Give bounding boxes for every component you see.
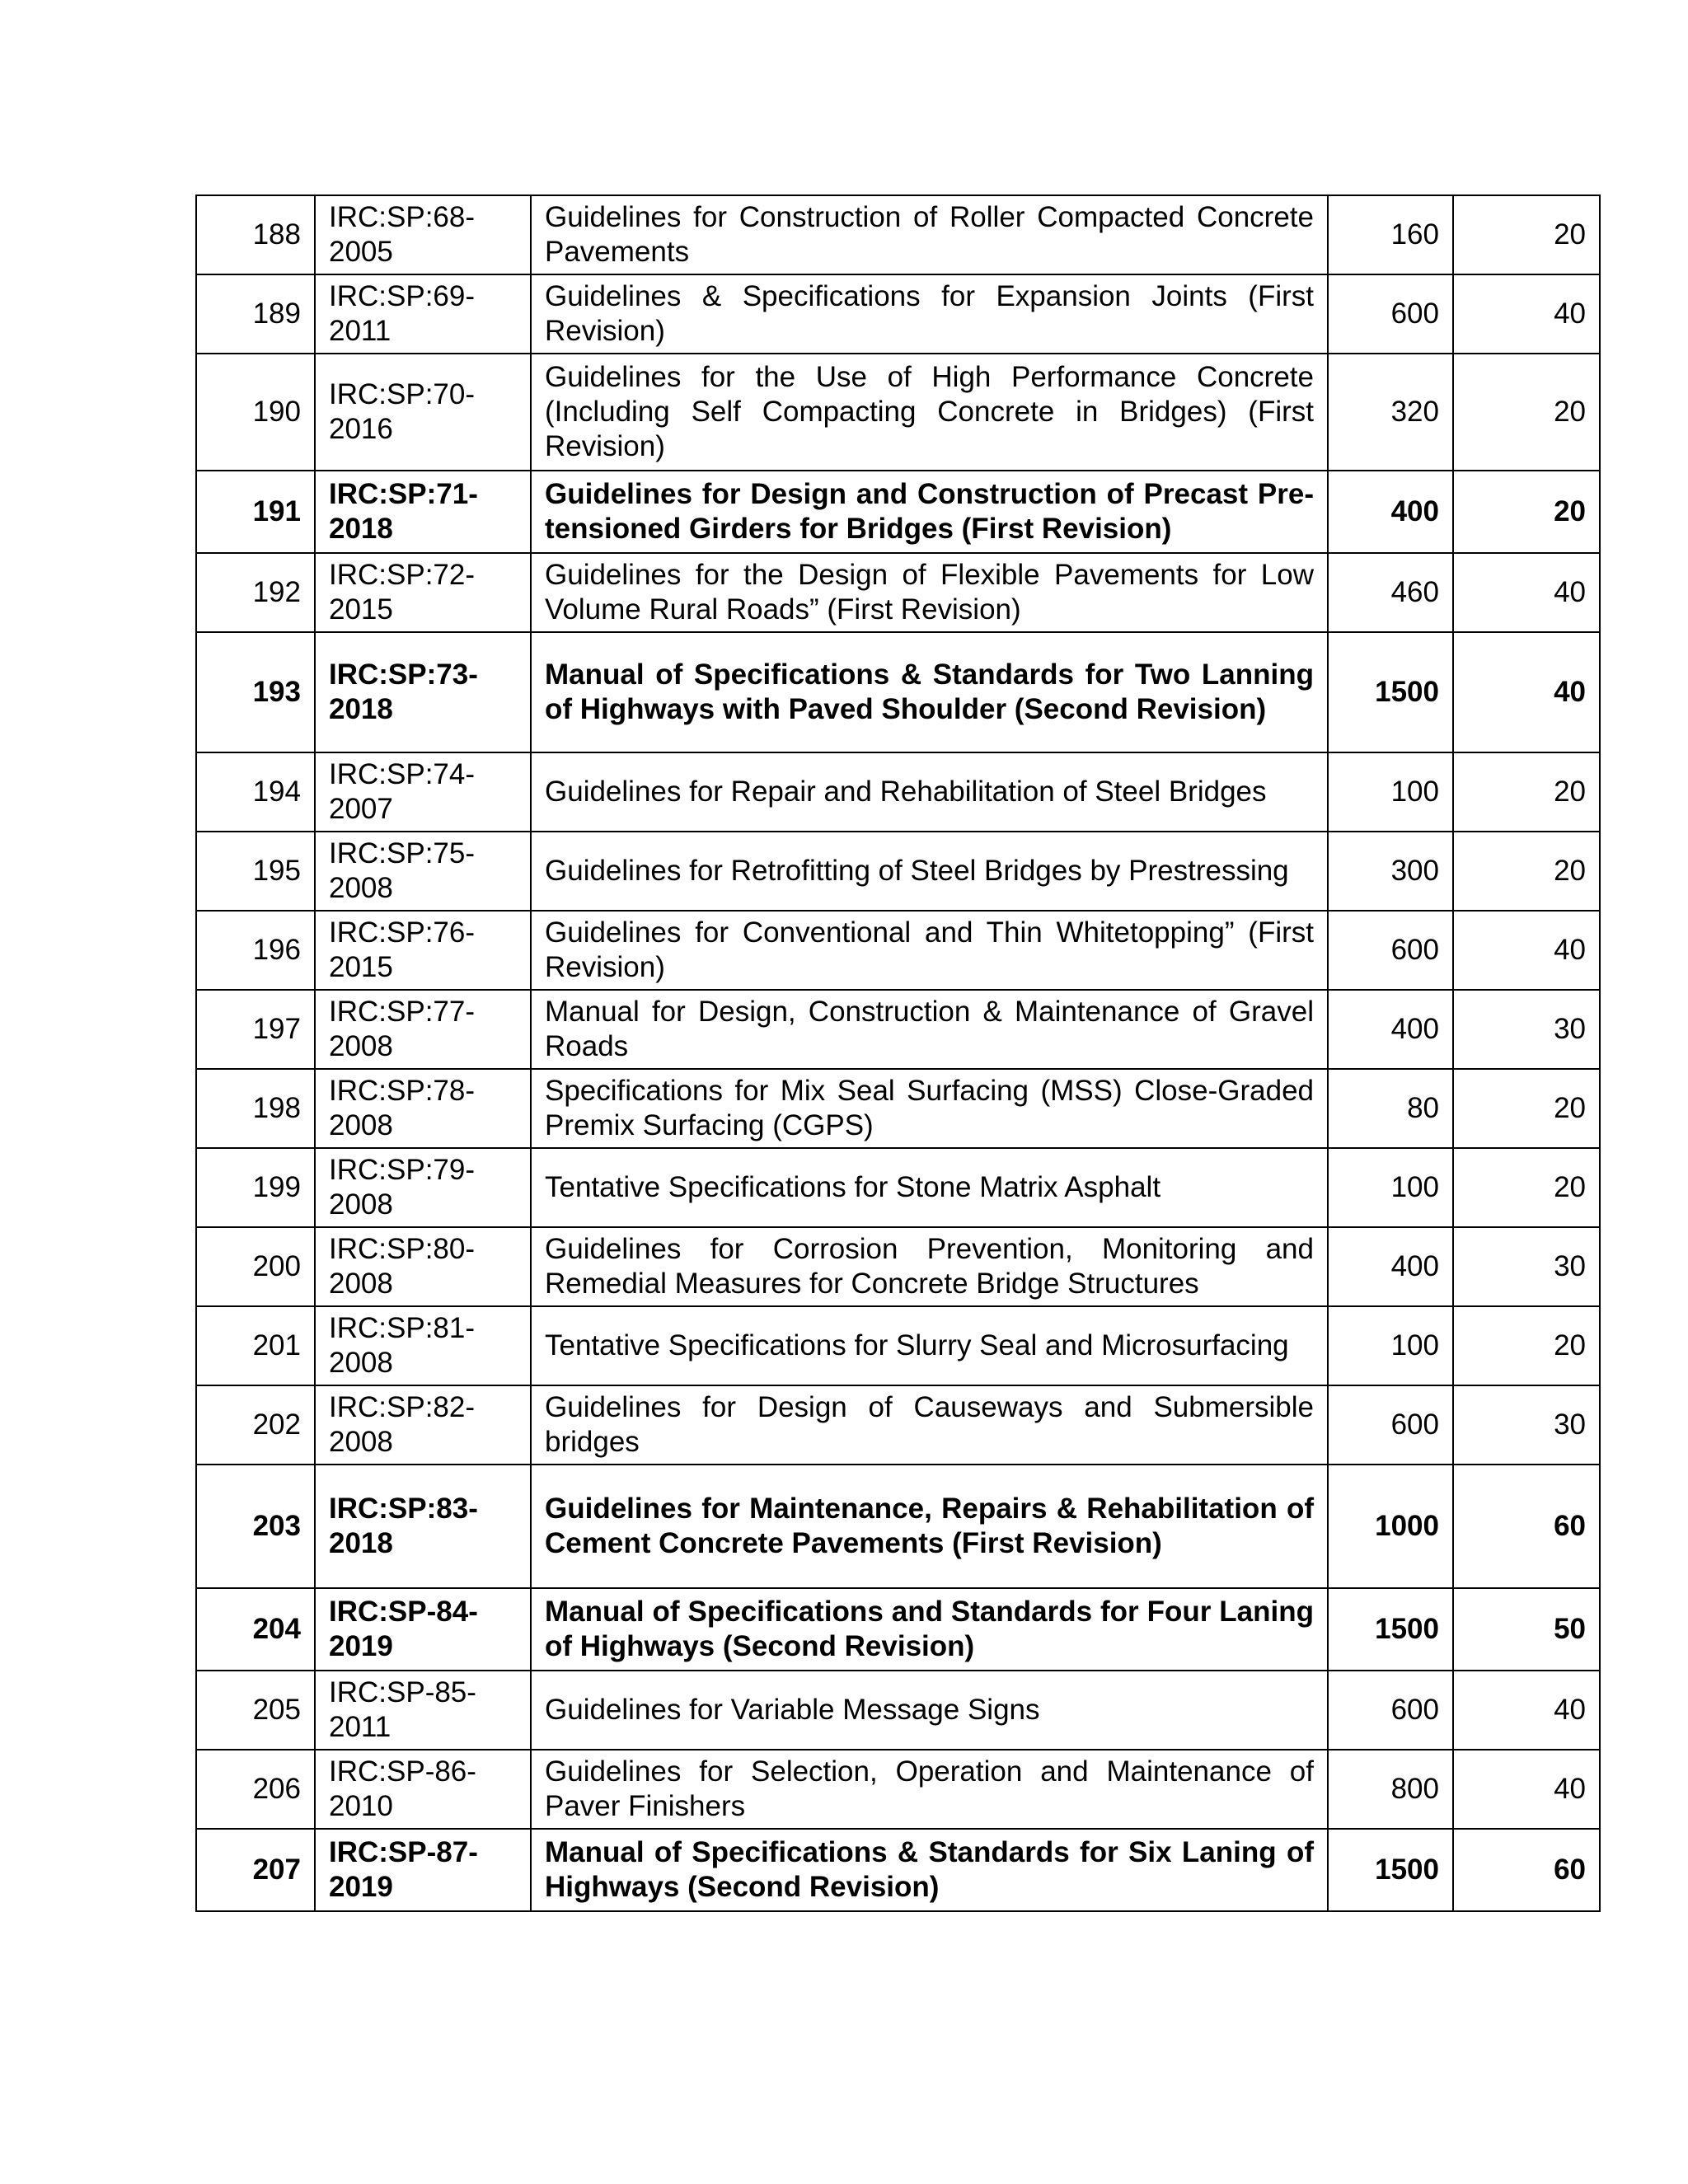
publication-title-cell: Manual of Specifications & Standards for Six Laning of Highways (Second Revision) bbox=[531, 1829, 1328, 1911]
price-cell: 100 bbox=[1328, 1148, 1453, 1227]
publication-title-cell: Tentative Specifications for Slurry Seal and Microsurfacing bbox=[531, 1306, 1328, 1385]
serial-number-cell: 203 bbox=[196, 1465, 315, 1588]
table-body bbox=[196, 195, 1600, 1911]
publication-code-cell: IRC:SP-87-2019 bbox=[315, 1829, 531, 1911]
publication-code-cell: IRC:SP:80-2008 bbox=[315, 1227, 531, 1306]
publication-code-cell: IRC:SP-86-2010 bbox=[315, 1750, 531, 1829]
postage-cell: 30 bbox=[1453, 1385, 1600, 1465]
price-cell: 400 bbox=[1328, 1227, 1453, 1306]
publication-code-cell: IRC:SP:72-2015 bbox=[315, 553, 531, 632]
serial-number-cell: 207 bbox=[196, 1829, 315, 1911]
price-cell: 320 bbox=[1328, 354, 1453, 471]
publication-code-cell: IRC:SP:74-2007 bbox=[315, 752, 531, 832]
price-cell: 300 bbox=[1328, 832, 1453, 911]
publication-title-cell: Guidelines for Design of Causeways and Submersible bridges bbox=[531, 1385, 1328, 1465]
serial-number-cell: 188 bbox=[196, 195, 315, 274]
price-cell: 400 bbox=[1328, 471, 1453, 553]
postage-cell: 40 bbox=[1453, 553, 1600, 632]
publication-code-cell: IRC:SP:82-2008 bbox=[315, 1385, 531, 1465]
publication-code-cell: IRC:SP-84-2019 bbox=[315, 1588, 531, 1671]
price-cell: 600 bbox=[1328, 1385, 1453, 1465]
publication-title-cell: Guidelines for Selection, Operation and Maintenance of Paver Finishers bbox=[531, 1750, 1328, 1829]
publication-title-cell: Specifications for Mix Seal Surfacing (MSS) Close-Graded Premix Surfacing (CGPS) bbox=[531, 1069, 1328, 1148]
serial-number-cell: 192 bbox=[196, 553, 315, 632]
publications-table bbox=[195, 194, 1601, 1912]
postage-cell: 20 bbox=[1453, 1306, 1600, 1385]
postage-cell: 40 bbox=[1453, 632, 1600, 752]
price-cell: 600 bbox=[1328, 911, 1453, 990]
publication-code-cell: IRC:SP:78-2008 bbox=[315, 1069, 531, 1148]
publication-code-cell: IRC:SP-85-2011 bbox=[315, 1671, 531, 1750]
price-cell: 1000 bbox=[1328, 1465, 1453, 1588]
postage-cell: 50 bbox=[1453, 1588, 1600, 1671]
price-cell: 600 bbox=[1328, 1671, 1453, 1750]
postage-cell: 40 bbox=[1453, 1671, 1600, 1750]
postage-cell: 40 bbox=[1453, 274, 1600, 354]
postage-cell: 60 bbox=[1453, 1829, 1600, 1911]
price-cell: 1500 bbox=[1328, 1829, 1453, 1911]
publication-title-cell: Guidelines for Repair and Rehabilitation of Steel Bridges bbox=[531, 752, 1328, 832]
publication-title-cell: Tentative Specifications for Stone Matrix Asphalt bbox=[531, 1148, 1328, 1227]
table-row bbox=[196, 1750, 1600, 1829]
serial-number-cell: 195 bbox=[196, 832, 315, 911]
serial-number-cell: 200 bbox=[196, 1227, 315, 1306]
table-row bbox=[196, 1829, 1600, 1911]
serial-number-cell: 202 bbox=[196, 1385, 315, 1465]
table-row bbox=[196, 1385, 1600, 1465]
postage-cell: 60 bbox=[1453, 1465, 1600, 1588]
publication-title-cell: Guidelines for the Use of High Performance Concrete (Including Self Compacting Concrete in Bridges) (First Revision) bbox=[531, 354, 1328, 471]
table-row bbox=[196, 471, 1600, 553]
serial-number-cell: 193 bbox=[196, 632, 315, 752]
serial-number-cell: 201 bbox=[196, 1306, 315, 1385]
publication-code-cell: IRC:SP:79-2008 bbox=[315, 1148, 531, 1227]
postage-cell: 20 bbox=[1453, 195, 1600, 274]
publication-title-cell: Guidelines & Specifications for Expansion Joints (First Revision) bbox=[531, 274, 1328, 354]
table-row bbox=[196, 632, 1600, 752]
table-row bbox=[196, 274, 1600, 354]
serial-number-cell: 204 bbox=[196, 1588, 315, 1671]
publication-code-cell: IRC:SP:73-2018 bbox=[315, 632, 531, 752]
postage-cell: 20 bbox=[1453, 1148, 1600, 1227]
serial-number-cell: 199 bbox=[196, 1148, 315, 1227]
postage-cell: 40 bbox=[1453, 911, 1600, 990]
publication-title-cell: Guidelines for Retrofitting of Steel Bridges by Prestressing bbox=[531, 832, 1328, 911]
table-row bbox=[196, 1588, 1600, 1671]
price-cell: 100 bbox=[1328, 1306, 1453, 1385]
publication-title-cell: Guidelines for Design and Construction of Precast Pre-tensioned Girders for Bridges (First Revision) bbox=[531, 471, 1328, 553]
publication-title-cell: Guidelines for the Design of Flexible Pavements for Low Volume Rural Roads” (First Revision) bbox=[531, 553, 1328, 632]
publication-title-cell: Manual for Design, Construction & Maintenance of Gravel Roads bbox=[531, 990, 1328, 1069]
serial-number-cell: 196 bbox=[196, 911, 315, 990]
publication-title-cell: Manual of Specifications and Standards for Four Laning of Highways (Second Revision) bbox=[531, 1588, 1328, 1671]
price-cell: 1500 bbox=[1328, 1588, 1453, 1671]
serial-number-cell: 190 bbox=[196, 354, 315, 471]
postage-cell: 20 bbox=[1453, 354, 1600, 471]
table-row bbox=[196, 1465, 1600, 1588]
serial-number-cell: 189 bbox=[196, 274, 315, 354]
table-row bbox=[196, 1306, 1600, 1385]
postage-cell: 20 bbox=[1453, 471, 1600, 553]
postage-cell: 20 bbox=[1453, 832, 1600, 911]
publication-code-cell: IRC:SP:83-2018 bbox=[315, 1465, 531, 1588]
publication-title-cell: Guidelines for Construction of Roller Compacted Concrete Pavements bbox=[531, 195, 1328, 274]
table-row bbox=[196, 1227, 1600, 1306]
publication-title-cell: Manual of Specifications & Standards for Two Lanning of Highways with Paved Shoulder (Second Revision) bbox=[531, 632, 1328, 752]
serial-number-cell: 197 bbox=[196, 990, 315, 1069]
publication-title-cell: Guidelines for Variable Message Signs bbox=[531, 1671, 1328, 1750]
table-row bbox=[196, 911, 1600, 990]
table-row bbox=[196, 752, 1600, 832]
price-cell: 80 bbox=[1328, 1069, 1453, 1148]
publication-code-cell: IRC:SP:69-2011 bbox=[315, 274, 531, 354]
price-cell: 600 bbox=[1328, 274, 1453, 354]
publication-title-cell: Guidelines for Maintenance, Repairs & Rehabilitation of Cement Concrete Pavements (First Revision) bbox=[531, 1465, 1328, 1588]
publication-code-cell: IRC:SP:77-2008 bbox=[315, 990, 531, 1069]
price-cell: 1500 bbox=[1328, 632, 1453, 752]
postage-cell: 40 bbox=[1453, 1750, 1600, 1829]
postage-cell: 20 bbox=[1453, 1069, 1600, 1148]
serial-number-cell: 198 bbox=[196, 1069, 315, 1148]
table-row bbox=[196, 1671, 1600, 1750]
publication-title-cell: Guidelines for Conventional and Thin Whitetopping” (First Revision) bbox=[531, 911, 1328, 990]
price-cell: 100 bbox=[1328, 752, 1453, 832]
table-row bbox=[196, 1148, 1600, 1227]
table-row bbox=[196, 195, 1600, 274]
publication-title-cell: Guidelines for Corrosion Prevention, Monitoring and Remedial Measures for Concrete Bridge Structures bbox=[531, 1227, 1328, 1306]
serial-number-cell: 191 bbox=[196, 471, 315, 553]
postage-cell: 30 bbox=[1453, 990, 1600, 1069]
serial-number-cell: 206 bbox=[196, 1750, 315, 1829]
postage-cell: 30 bbox=[1453, 1227, 1600, 1306]
price-cell: 160 bbox=[1328, 195, 1453, 274]
publication-code-cell: IRC:SP:71-2018 bbox=[315, 471, 531, 553]
postage-cell: 20 bbox=[1453, 752, 1600, 832]
publication-code-cell: IRC:SP:76-2015 bbox=[315, 911, 531, 990]
serial-number-cell: 194 bbox=[196, 752, 315, 832]
serial-number-cell: 205 bbox=[196, 1671, 315, 1750]
table-row bbox=[196, 990, 1600, 1069]
table-row bbox=[196, 553, 1600, 632]
price-cell: 400 bbox=[1328, 990, 1453, 1069]
table-row bbox=[196, 354, 1600, 471]
publication-code-cell: IRC:SP:68-2005 bbox=[315, 195, 531, 274]
publication-code-cell: IRC:SP:81-2008 bbox=[315, 1306, 531, 1385]
table-row bbox=[196, 1069, 1600, 1148]
publication-code-cell: IRC:SP:70-2016 bbox=[315, 354, 531, 471]
table-row bbox=[196, 832, 1600, 911]
price-cell: 460 bbox=[1328, 553, 1453, 632]
publication-code-cell: IRC:SP:75-2008 bbox=[315, 832, 531, 911]
price-cell: 800 bbox=[1328, 1750, 1453, 1829]
